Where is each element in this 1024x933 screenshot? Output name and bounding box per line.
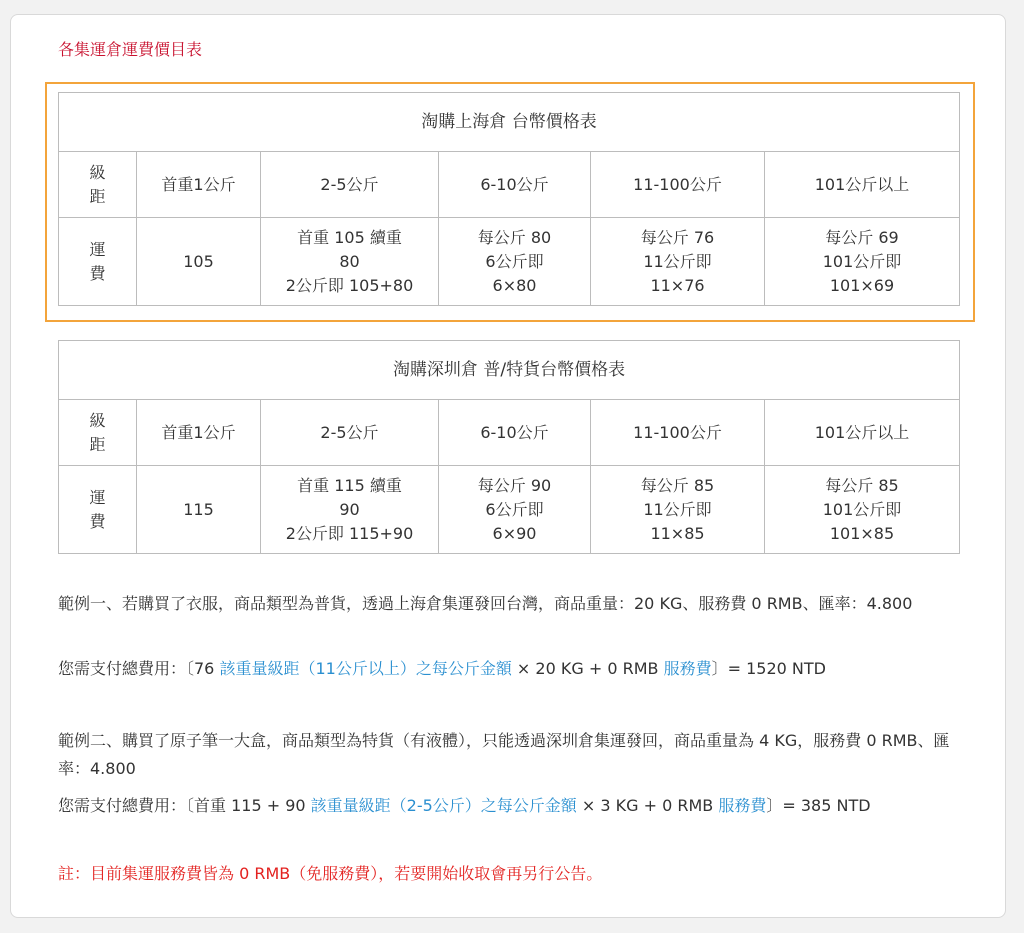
tier-rate-link[interactable]: 該重量級距（2-5公斤）之每公斤金額	[310, 796, 577, 815]
shenzhen-rate-table	[58, 340, 960, 554]
table-caption: 淘購上海倉 台幣價格表	[59, 93, 960, 152]
fee-line: 101公斤即	[822, 251, 902, 271]
first-weight-fee: 105	[137, 218, 261, 306]
payment-prefix: 您需支付總費用：〔首重 115 + 90	[58, 796, 311, 815]
fee-line: 首重 115 續重	[297, 475, 402, 495]
tier-6-10-fee	[439, 218, 591, 306]
first-weight-header: 首重1公斤	[137, 400, 261, 466]
payment-prefix: 您需支付總費用：〔76	[58, 659, 220, 678]
fee-line: 6×80	[492, 275, 537, 295]
tier-label-cell: 級距	[59, 400, 137, 466]
tier-6-10-fee	[439, 466, 591, 554]
first-weight-header: 首重1公斤	[137, 152, 261, 218]
fee-line: 每公斤 90	[477, 475, 552, 495]
tier-label-cell: 級距	[59, 152, 137, 218]
page-title: 各集運倉運費價目表	[58, 40, 203, 59]
tier-11-100-header: 11-100公斤	[591, 400, 765, 466]
service-fee-note: 註：目前集運服務費皆為 0 RMB（免服務費），若要開始收取會再另行公告。	[58, 864, 603, 883]
payment-suffix: 〕= 385 NTD	[766, 796, 871, 815]
fee-line: 每公斤 85	[640, 475, 715, 495]
fee-label-cell: 運費	[59, 466, 137, 554]
service-fee-link[interactable]: 服務費	[718, 796, 767, 815]
fee-line: 11×85	[650, 523, 705, 543]
fee-line: 每公斤 80	[477, 227, 552, 247]
example-1-text: 範例一、若購買了衣服，商品類型為普貨，透過上海倉集運發回台灣，商品重量：20 KG、服務費 0 RMB、匯率：4.800	[58, 594, 913, 613]
fee-line: 80	[339, 251, 360, 271]
table-caption: 淘購深圳倉 普/特貨台幣價格表	[59, 341, 960, 400]
payment-middle: × 20 KG + 0 RMB	[511, 659, 664, 678]
fee-line: 101×69	[829, 275, 895, 295]
fee-line: 2公斤即 105+80	[285, 275, 414, 295]
fee-line: 2公斤即 115+90	[285, 523, 414, 543]
service-fee-link[interactable]: 服務費	[663, 659, 712, 678]
fee-line: 101公斤即	[822, 499, 902, 519]
tier-101-plus-fee	[765, 218, 960, 306]
fee-line: 11×76	[650, 275, 705, 295]
fee-line: 6公斤即	[485, 499, 544, 519]
tier-2-5-fee	[261, 218, 439, 306]
shanghai-rate-table	[58, 92, 960, 306]
tier-rate-link[interactable]: 該重量級距（11公斤以上）之每公斤金額	[219, 659, 512, 678]
payment-middle: × 3 KG + 0 RMB	[576, 796, 719, 815]
first-weight-fee: 115	[137, 466, 261, 554]
tier-6-10-header: 6-10公斤	[439, 400, 591, 466]
fee-line: 11公斤即	[643, 499, 712, 519]
tier-101-plus-fee	[765, 466, 960, 554]
tier-2-5-header: 2-5公斤	[261, 400, 439, 466]
tier-11-100-header: 11-100公斤	[591, 152, 765, 218]
example-2-text: 範例二、購買了原子筆一大盒，商品類型為特貨（有液體），只能透過深圳倉集運發回，商品重量為 4 KG，服務費 0 RMB、匯率：4.800	[58, 731, 950, 778]
fee-line: 每公斤 76	[640, 227, 715, 247]
fee-line: 首重 105 續重	[297, 227, 402, 247]
tier-11-100-fee	[591, 218, 765, 306]
tier-11-100-fee	[591, 466, 765, 554]
fee-line: 6×90	[492, 523, 537, 543]
fee-line: 101×85	[829, 523, 895, 543]
tier-2-5-fee	[261, 466, 439, 554]
fee-line: 90	[339, 499, 360, 519]
tier-6-10-header: 6-10公斤	[439, 152, 591, 218]
fee-line: 11公斤即	[643, 251, 712, 271]
tier-101-plus-header: 101公斤以上	[765, 400, 960, 466]
example-2-payment	[58, 792, 968, 820]
fee-label-cell: 運費	[59, 218, 137, 306]
example-1-payment	[58, 655, 968, 683]
fee-line: 每公斤 69	[825, 227, 899, 247]
fee-line: 6公斤即	[485, 251, 544, 271]
tier-2-5-header: 2-5公斤	[261, 152, 439, 218]
payment-suffix: 〕= 1520 NTD	[711, 659, 826, 678]
tier-101-plus-header: 101公斤以上	[765, 152, 960, 218]
fee-line: 每公斤 85	[825, 475, 899, 495]
